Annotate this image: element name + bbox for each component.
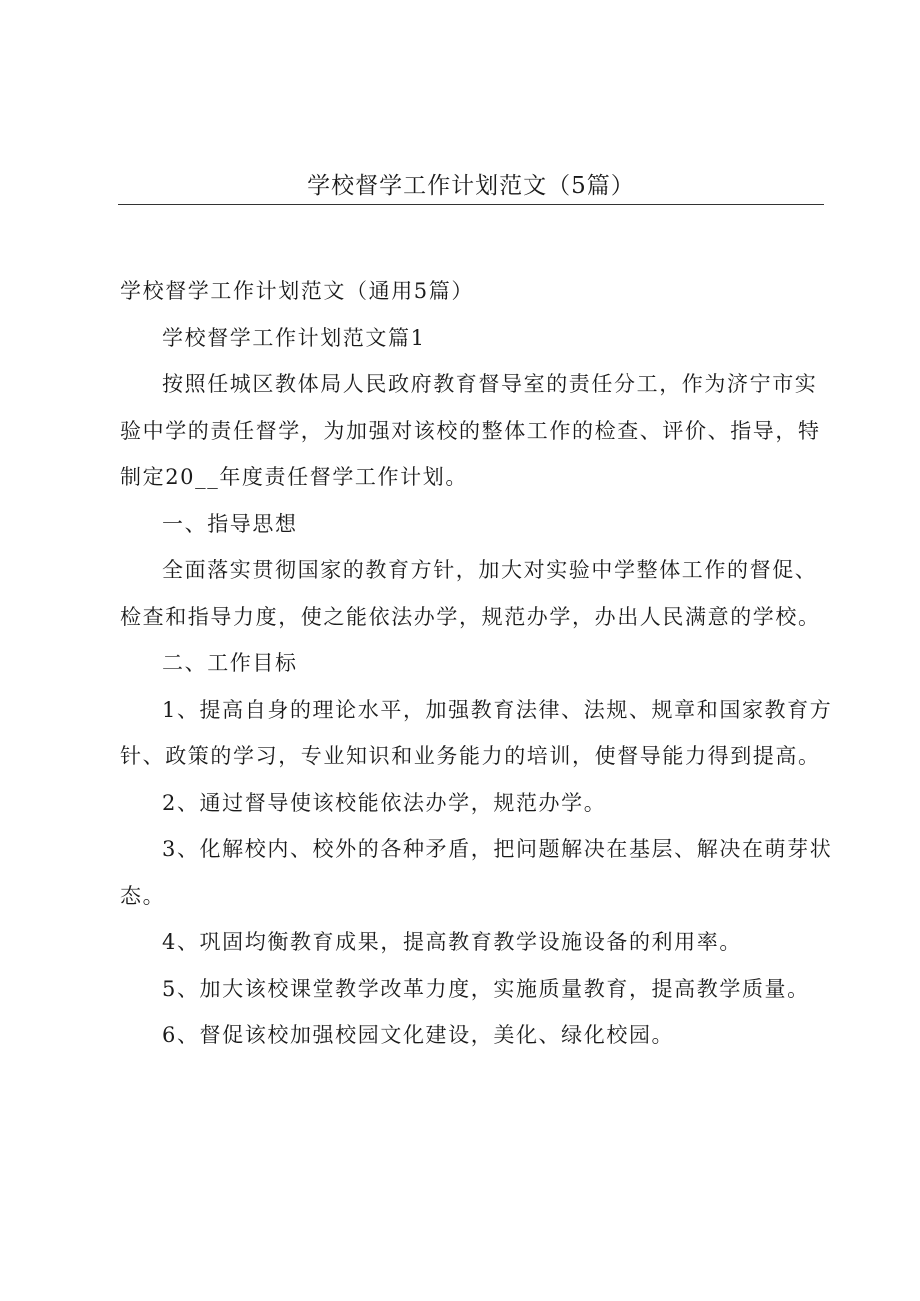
goal-item-5: 5、加大该校课堂教学改革力度，实施质量教育，提高教学质量。	[162, 976, 810, 1001]
goal-item-6: 6、督促该校加强校园文化建设，美化、绿化校园。	[162, 1023, 675, 1047]
section-heading-part1: 学校督学工作计划范文篇1	[162, 325, 426, 350]
goal-item-2: 2、通过督导使该校能依法办学，规范办学。	[162, 790, 607, 815]
document-title: 学校督学工作计划范文（5篇）	[307, 173, 635, 199]
heading-work-goals: 二、工作目标	[162, 651, 298, 675]
goal-item-1: 1、提高自身的理论水平，加强教育法律、法规、规章和国家教育方针、政策的学习，专业知识和业务能力的培训，使督导能力得到提高。	[120, 697, 833, 768]
document-body	[120, 268, 834, 1059]
intro-paragraph: 按照任城区教体局人民政府教育督导室的责任分工，作为济宁市实验中学的责任督学，为加强对该校的整体工作的检查、评价、指导，特制定20__年度责任督学工作计划。	[120, 372, 821, 489]
goal-item-4: 4、巩固均衡教育成果，提高教育教学设施设备的利用率。	[162, 930, 742, 954]
heading-guiding-thought: 一、指导思想	[162, 511, 298, 536]
subtitle-paragraph: 学校督学工作计划范文（通用5篇）	[120, 279, 474, 303]
guiding-thought-paragraph: 全面落实贯彻国家的教育方针，加大对实验中学整体工作的督促、检查和指导力度，使之能依法办学，规范办学，办出人民满意的学校。	[120, 558, 821, 629]
title-block	[118, 166, 824, 205]
goal-item-3: 3、化解校内、校外的各种矛盾，把问题解决在基层、解决在萌芽状态。	[120, 837, 833, 908]
